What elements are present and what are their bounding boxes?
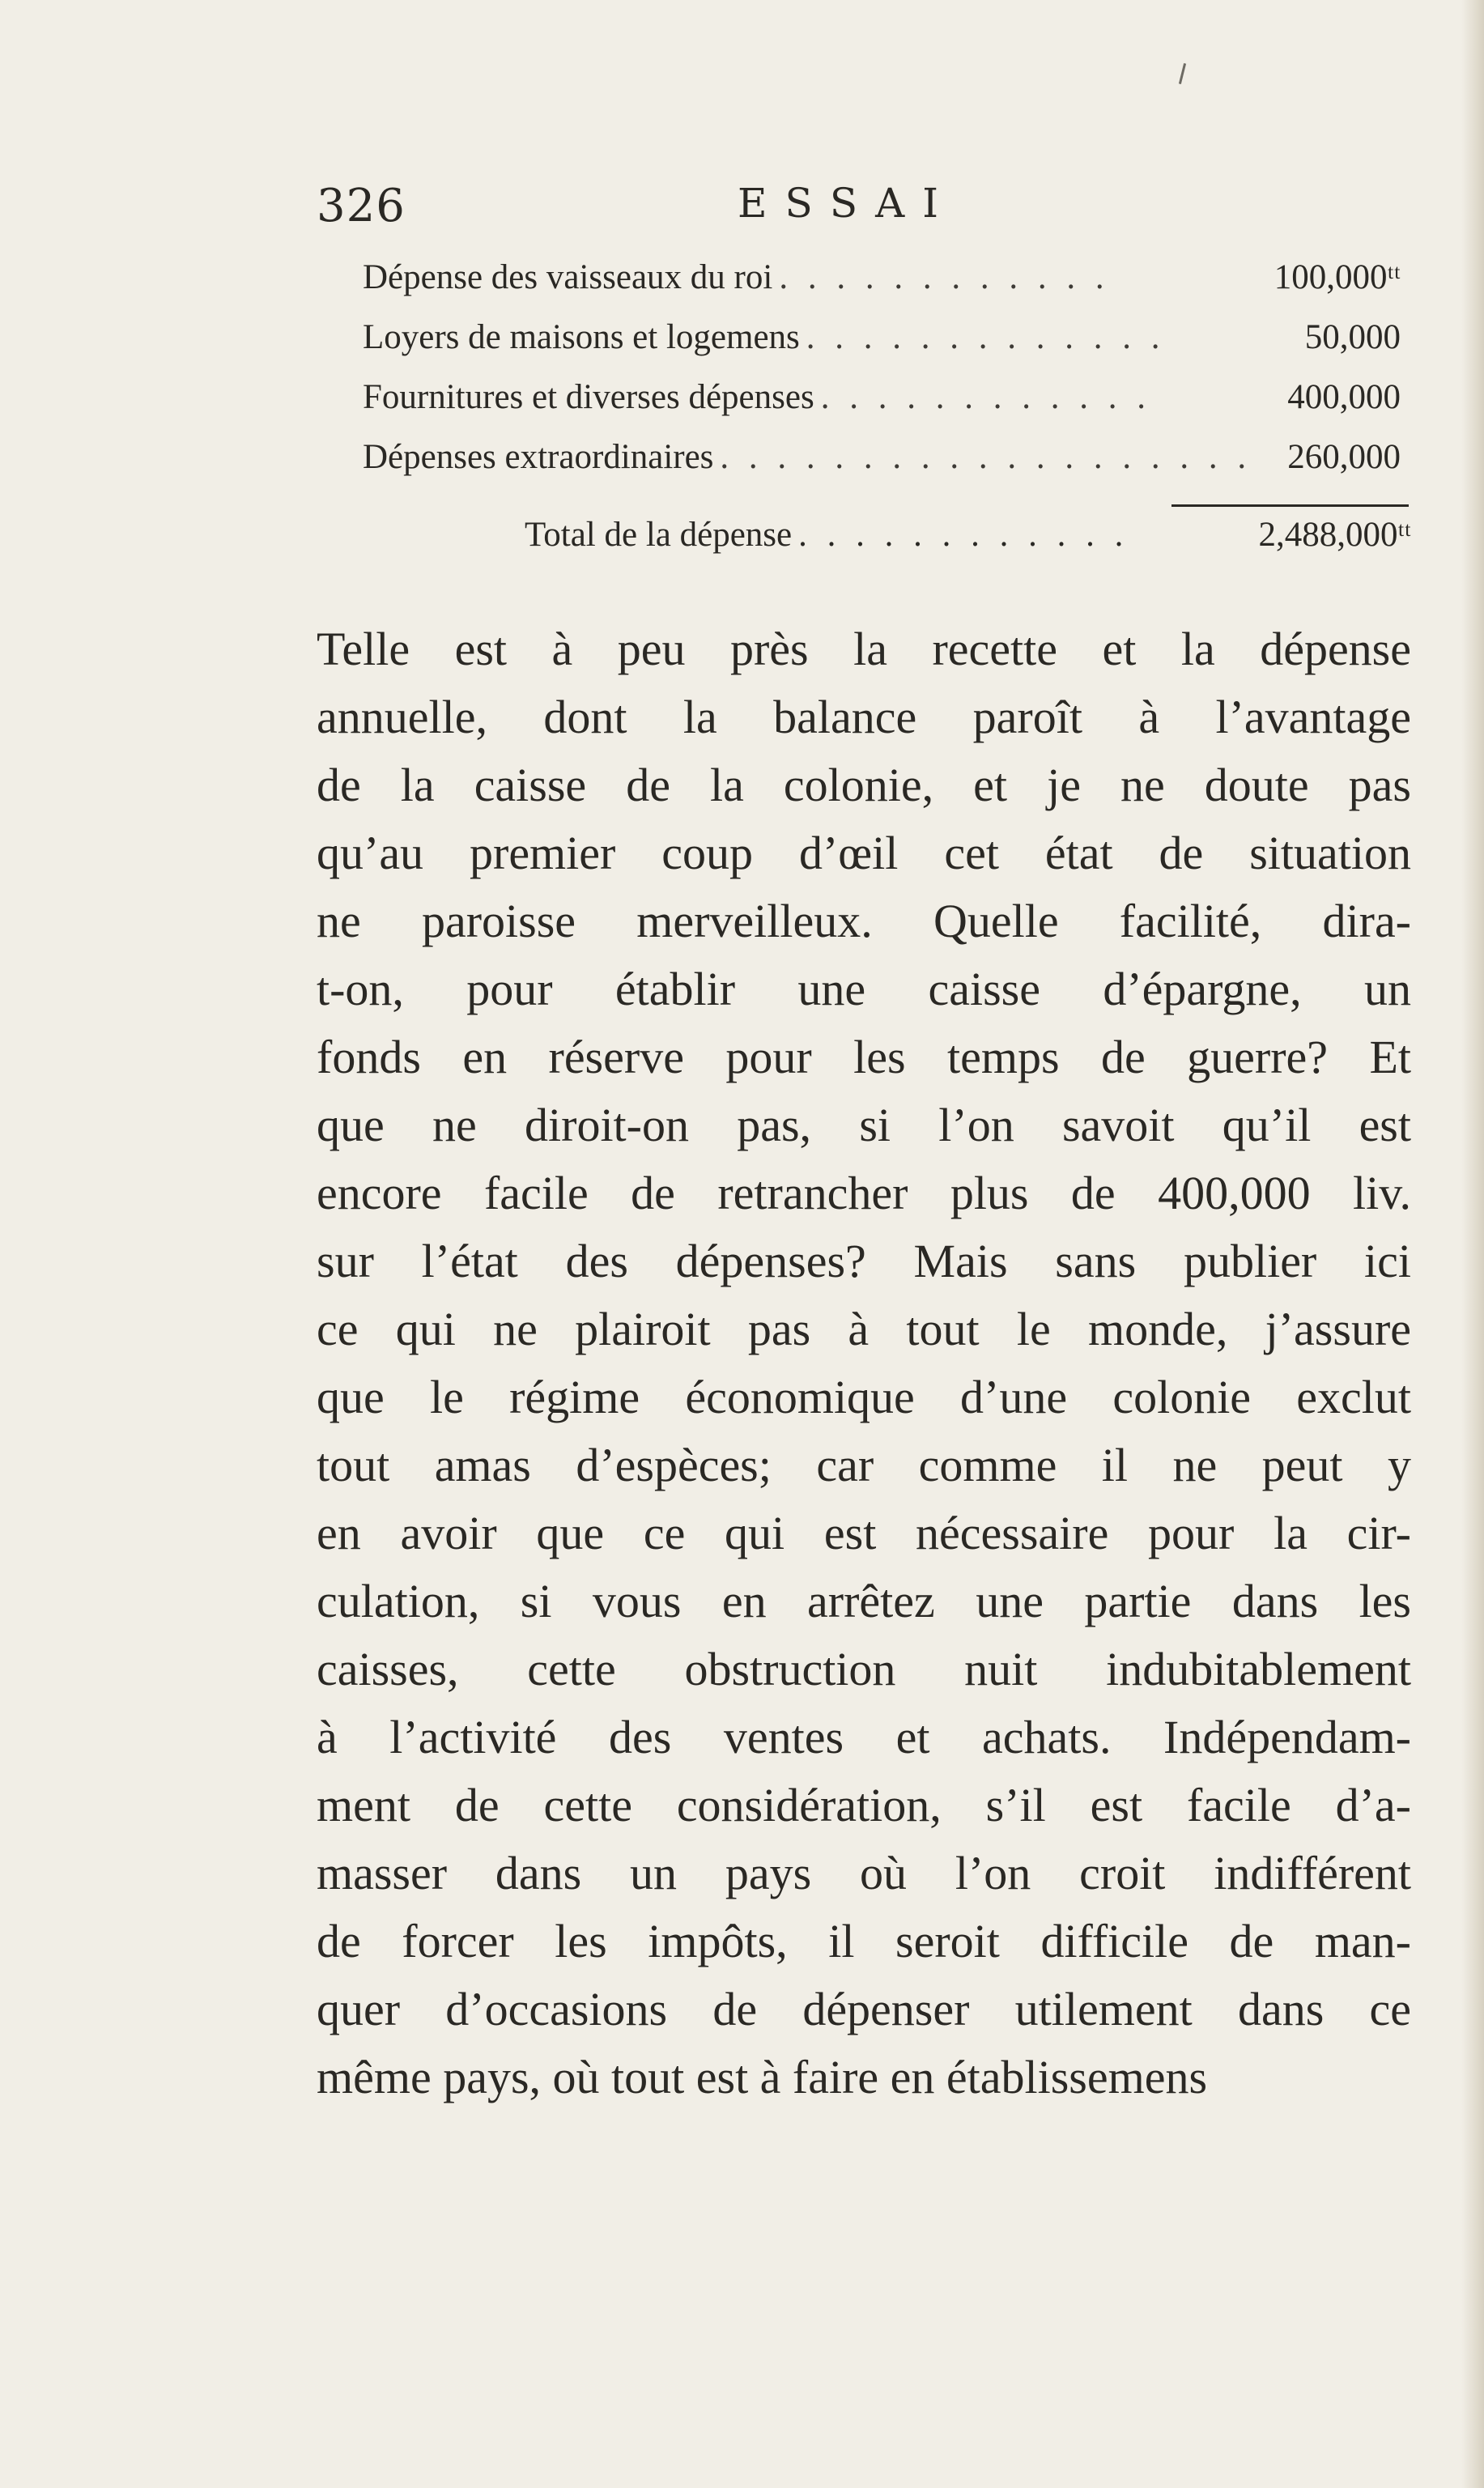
leader-dots: . . . . . . . . . . . . . — [806, 318, 1166, 356]
text-line: qu’au premier coup d’œil cet état de situation — [317, 827, 1411, 879]
ledger-amount: 260,000 — [1287, 438, 1401, 476]
leader-dots: . . . . . . . . . . . . — [820, 378, 1151, 416]
text-line: annuelle, dont la balance paroît à l’avantage — [317, 691, 1411, 743]
ledger-label: Fournitures et diverses dépenses — [363, 378, 814, 416]
ledger-amount: 100,000ᵗᵗ — [1274, 258, 1401, 296]
total-label: Total de la dépense — [525, 516, 793, 554]
ledger-amount: 400,000 — [1287, 378, 1401, 416]
ledger-row — [363, 317, 1401, 377]
ledger-label: Dépense des vaisseaux du roi — [363, 258, 773, 296]
ledger-row — [363, 437, 1401, 497]
stray-ink-mark — [1179, 63, 1186, 84]
text-line: fonds en réserve pour les temps de guerre? Et — [317, 1031, 1411, 1083]
text-line: de la caisse de la colonie, et je ne doute pas — [317, 759, 1411, 811]
expense-ledger — [363, 257, 1401, 497]
text-line: tout amas d’espèces; car comme il ne peut y — [317, 1439, 1411, 1491]
running-head — [317, 180, 1418, 245]
ledger-amount: 50,000 — [1304, 318, 1401, 356]
ledger-total-row — [525, 515, 1411, 555]
text-line: ment de cette considération, s’il est facile d’a- — [317, 1779, 1411, 1831]
leader-dots: . . . . . . . . . . . . — [779, 258, 1110, 296]
total-rule — [1171, 504, 1409, 507]
ledger-row — [363, 377, 1401, 437]
text-line: que le régime économique d’une colonie exclut — [317, 1371, 1411, 1423]
text-line: sur l’état des dépenses? Mais sans publier ici — [317, 1235, 1411, 1287]
text-line: Telle est à peu près la recette et la dépense — [317, 623, 1411, 675]
total-amount: 2,488,000ᵗᵗ — [1258, 516, 1411, 554]
text-line: que ne diroit-on pas, si l’on savoit qu’il est — [317, 1099, 1411, 1151]
ledger-label: Dépenses extraordinaires — [363, 438, 714, 476]
text-line: t-on, pour établir une caisse d’épargne, un — [317, 963, 1411, 1015]
text-line: quer d’occasions de dépenser utilement dans ce — [317, 1983, 1411, 2035]
page-edge — [1461, 0, 1484, 2488]
page-number: 326 — [317, 180, 406, 232]
text-line: en avoir que ce qui est nécessaire pour la cir- — [317, 1507, 1411, 1559]
text-line: masser dans un pays où l’on croit indifférent — [317, 1847, 1411, 1899]
ledger-row — [363, 257, 1401, 317]
text-line: culation, si vous en arrêtez une partie dans les — [317, 1575, 1411, 1627]
running-title: ESSAI — [738, 180, 956, 227]
leader-dots: . . . . . . . . . . . . — [798, 516, 1129, 554]
text-line: ne paroisse merveilleux. Quelle facilité, dira- — [317, 895, 1411, 947]
leader-dots: . . . . . . . . . . . . . . . . . . . — [720, 438, 1252, 476]
text-line: même pays, où tout est à faire en établissemens — [317, 2051, 1208, 2103]
text-line: de forcer les impôts, il seroit difficile de man- — [317, 1915, 1411, 1967]
text-line: caisses, cette obstruction nuit indubitablement — [317, 1643, 1411, 1695]
ledger-label: Loyers de maisons et logemens — [363, 318, 800, 356]
body-paragraph — [317, 615, 1411, 2112]
text-line: ce qui ne plairoit pas à tout le monde, j’assure — [317, 1303, 1411, 1355]
text-line: à l’activité des ventes et achats. Indépendam- — [317, 1711, 1411, 1763]
text-line: encore facile de retrancher plus de 400,000 liv. — [317, 1167, 1411, 1219]
